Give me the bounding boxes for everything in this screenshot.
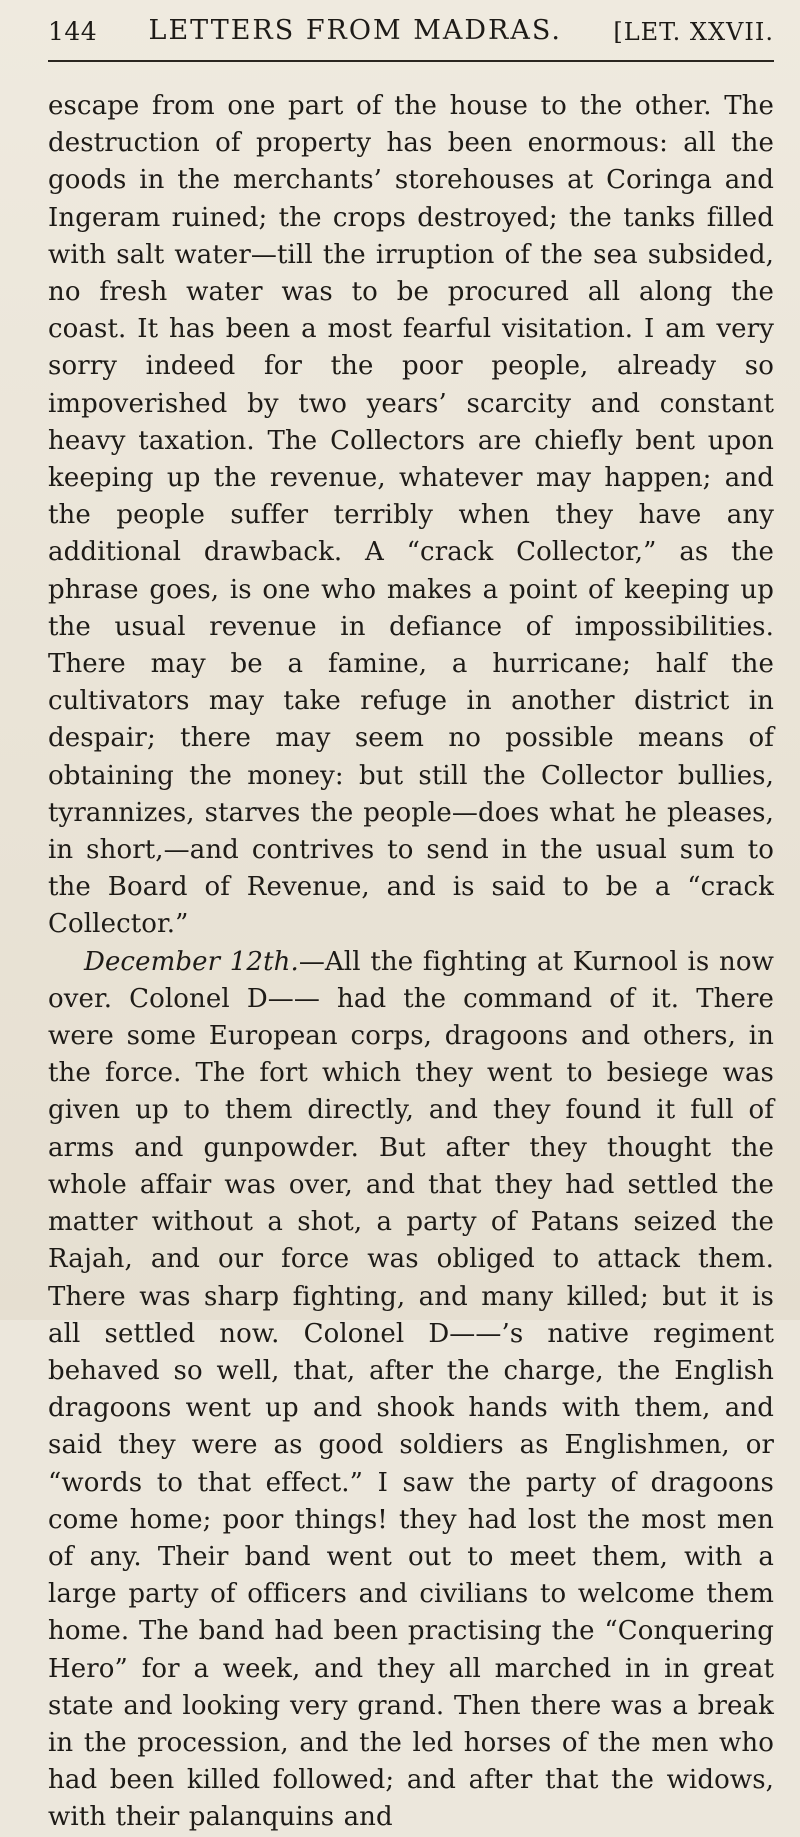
page-number: 144 [48, 17, 98, 46]
paragraph-text: —All the fighting at Kurnool is now over. Colonel D—— had the command of it. There were some European corps, dragoons and others, in the force. The fort which they went to besiege was given up to them directly, and they found it full of arms and gunpowder. But after they thought the whole affair was over, and that they had settled the matter without a shot, a party of Patans seized the Rajah, and our force was obliged to attack them. There was sharp fighting, and many killed; but it is all settled now. Colonel D——’s native regiment behaved so well, that, after the charge, the English dragoons went up and shook hands with them, and said they were as good soldiers as Englishmen, or “words to that effect.” I saw the party of dragoons come home; poor things! they had lost the most men of any. Their band went out to meet them, with a large party of officers and civilians to welcome them home. The band had been practising the “Conquering Hero” for a week, and they all marched in in great state and looking very grand. Then there was a break in the procession, and the led horses of the men who had been killed followed; and after that the widows, with their palanquins and [48, 946, 774, 1833]
letter-reference: [LET. XXVII. [613, 18, 774, 46]
paragraph-dated [48, 944, 774, 1837]
paragraph: escape from one part of the house to the other. The destruction of property has been enormous: all the goods in the merchants’ storehouses at Coringa and Ingeram ruined; the crops destroyed; the tanks filled with salt water—till the irruption of the sea subsided, no fresh water was to be procured all along the coast. It has been a most fearful visitation. I am very sorry indeed for the poor people, already so impoverished by two years’ scarcity and constant heavy taxation. The Collectors are chiefly bent upon keeping up the revenue, whatever may happen; and the people suffer terribly when they have any additional drawback. A “crack Collector,” as the phrase goes, is one who makes a point of keeping up the usual revenue in defiance of impossibilities. There may be a famine, a hurricane; half the cultivators may take refuge in another district in despair; there may seem no possible means of obtaining the money: but still the Collector bullies, tyrannizes, starves the people—does what he pleases, in short,—and contrives to send in the usual sum to the Board of Revenue, and is said to be a “crack Collector.” [48, 91, 774, 940]
body-text [48, 88, 774, 1837]
page-header [48, 0, 774, 62]
entry-date: December 12th. [84, 946, 299, 977]
running-title: LETTERS FROM MADRAS. [148, 15, 562, 46]
